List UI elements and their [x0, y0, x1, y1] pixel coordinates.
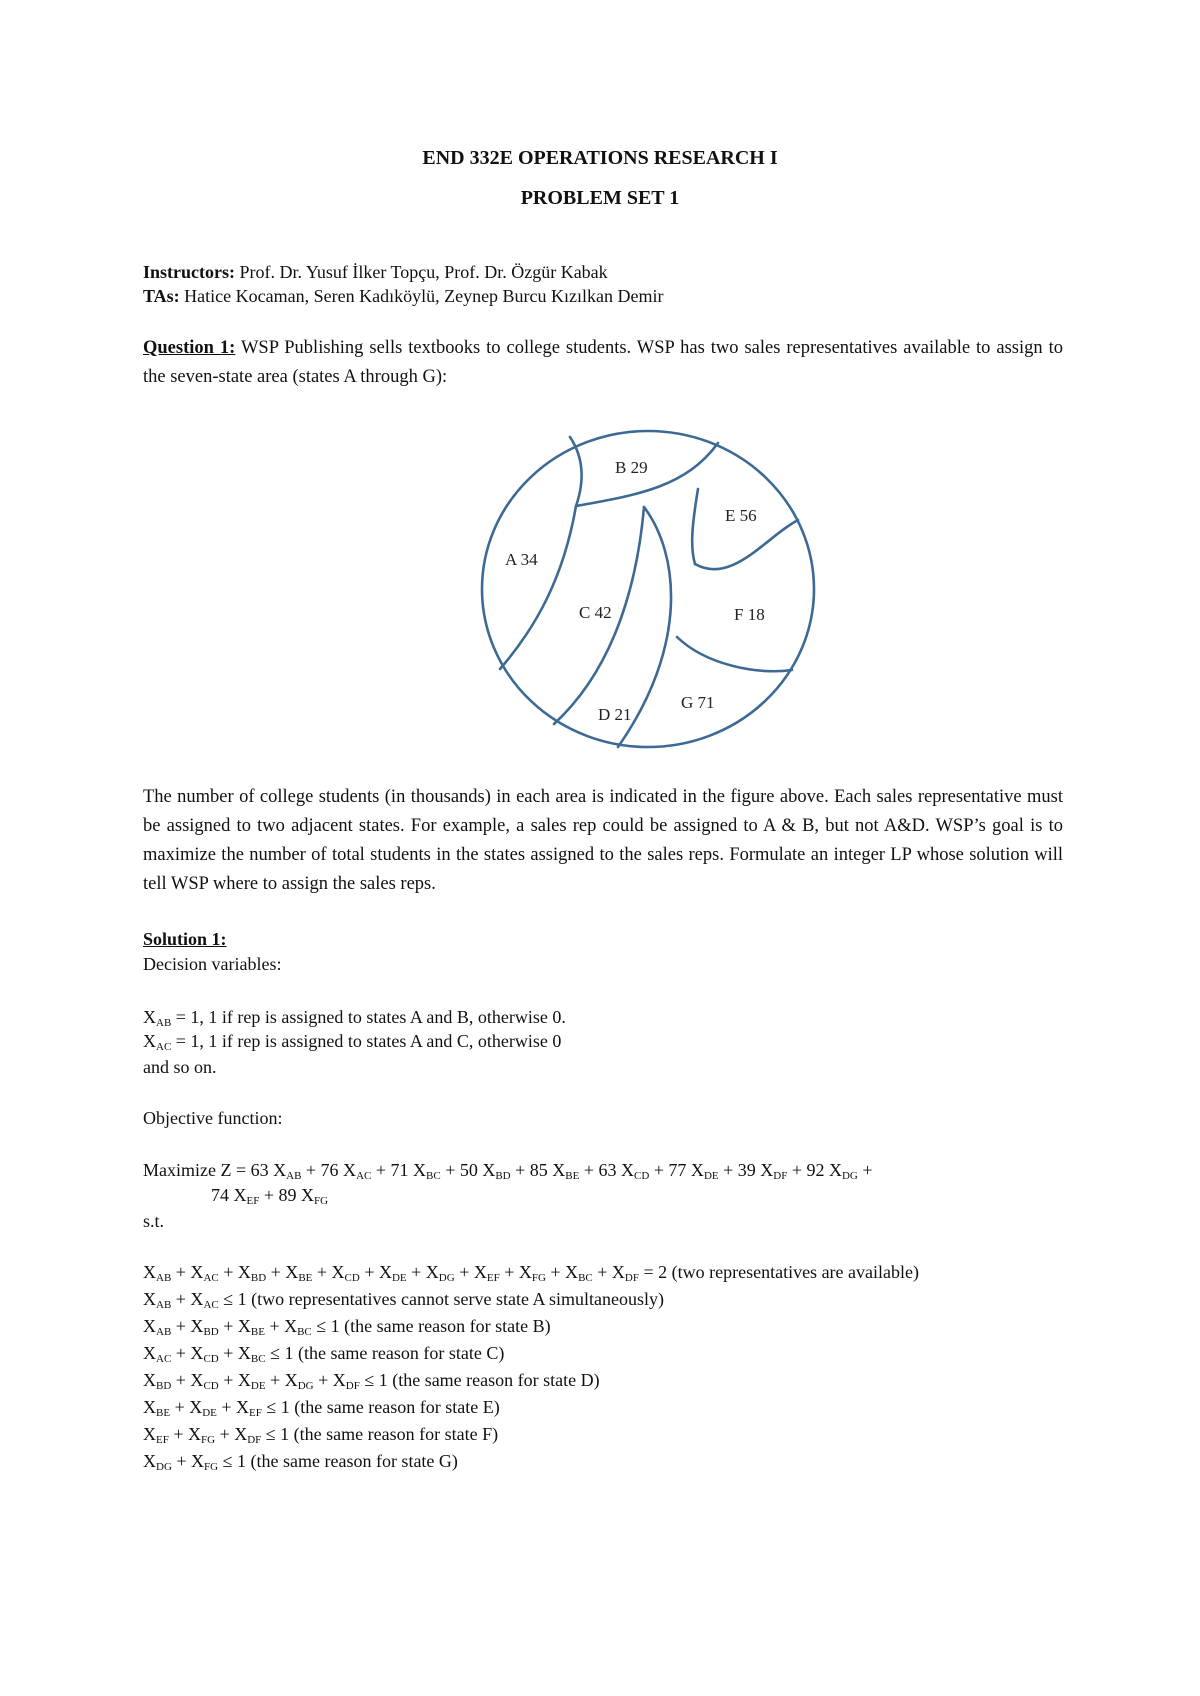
question-paragraph — [143, 334, 1063, 392]
tas-line — [143, 286, 664, 307]
state-label-c: C 42 — [579, 603, 612, 622]
tas-label: TAs: — [143, 286, 180, 306]
question-text: WSP Publishing sells textbooks to college students. WSP has two sales representatives available to assign to the seven-state area (states A through G): — [143, 338, 1063, 387]
border-e-f-vertical — [692, 489, 698, 564]
tas-names: Hatice Kocaman, Seren Kadıköylü, Zeynep Burcu Kızılkan Demir — [179, 286, 664, 306]
constraint-state-g: $X_{DG} + X_{FG} \le 1$ (the same reason for state G) — [143, 1451, 458, 1473]
border-f-g — [677, 637, 792, 671]
subject-to: s.t. — [143, 1211, 165, 1231]
state-label-e: E 56 — [725, 506, 757, 525]
constraint-state-e: $X_{BE} + X_{DE} + X_{EF} \le 1$ (the same reason for state E) — [143, 1397, 500, 1419]
variable-definition-ab: $X_{AB} = 1$, 1 if rep is assigned to states A and B, otherwise 0. — [143, 1007, 566, 1029]
variable-definition-ac: $X_{AC} = 1$, 1 if rep is assigned to states A and C, otherwise 0 — [143, 1031, 562, 1053]
constraint-state-d: $X_{BD} + X_{CD} + X_{DE} + X_{DG} + X_{DF} \le 1$ (the same reason for state D) — [143, 1370, 600, 1392]
state-label-b: B 29 — [615, 458, 648, 477]
state-label-a: A 34 — [505, 550, 538, 569]
description-paragraph: The number of college students (in thousands) in each area is indicated in the figure above. Each sales representative must be assigned to two adjacent states. For example, a sales rep could be assigned to A & B, but not A&D. WSP’s goal is to maximize the number of total students in the states assigned to the sales reps. Formulate an integer LP whose solution will tell WSP where to assign the sales reps. — [143, 787, 1063, 894]
map-outline — [482, 431, 814, 747]
objective-heading: Objective function: — [143, 1108, 283, 1128]
state-map — [478, 425, 820, 753]
course-title: END 332E OPERATIONS RESEARCH I — [422, 147, 778, 169]
state-label-d: D 21 — [598, 705, 632, 724]
border-e-f — [695, 520, 798, 569]
state-label-f: F 18 — [734, 605, 765, 624]
problem-set-title: PROBLEM SET 1 — [520, 187, 680, 209]
and-so-on: and so on. — [143, 1057, 217, 1077]
constraint-state-c: $X_{AC} + X_{CD} + X_{BC} \le 1$ (the same reason for state C) — [143, 1343, 505, 1365]
instructors-names: Prof. Dr. Yusuf İlker Topçu, Prof. Dr. Özgür Kabak — [235, 262, 608, 282]
instructors-label: Instructors: — [143, 262, 235, 282]
constraint-state-f: $X_{EF} + X_{FG} + X_{DF} \le 1$ (the same reason for state F) — [143, 1424, 499, 1446]
border-a-c — [500, 506, 576, 669]
constraint-total: $X_{AB} + X_{AC} + X_{BD} + X_{BE} + X_{CD} + X_{DE} + X_{DG} + X_{EF} + X_{FG} + X_{BC} + X_{DF} = 2$ (two representatives are available) — [143, 1262, 919, 1284]
constraint-state-a: $X_{AB} + X_{AC} \le 1$ (two representatives cannot serve state A simultaneously) — [143, 1289, 664, 1311]
decision-heading: Decision variables: — [143, 954, 282, 974]
state-label-g: G 71 — [681, 693, 715, 712]
solution-label: Solution 1: — [143, 929, 227, 949]
constraint-state-b: $X_{AB} + X_{BD} + X_{BE} + X_{BC} \le 1$ (the same reason for state B) — [143, 1316, 551, 1338]
objective-function-line1: Maximize Z = 63 $X_{AB} + 76$ $X_{AC} + 71$ $X_{BC} + 50$ $X_{BD} + 85$ $X_{BE} + 63$ $X_{CD} + 77$ $X_{DE} + 39$ $X_{DF} + 92$ $X_{DG}$ + — [143, 1160, 873, 1182]
question-label: Question 1: — [143, 338, 236, 358]
solution-label-line — [143, 929, 227, 950]
objective-function-line2: 74 $X_{EF} + 89$ $X_{FG}$ — [211, 1185, 329, 1207]
instructors-line — [143, 262, 608, 283]
